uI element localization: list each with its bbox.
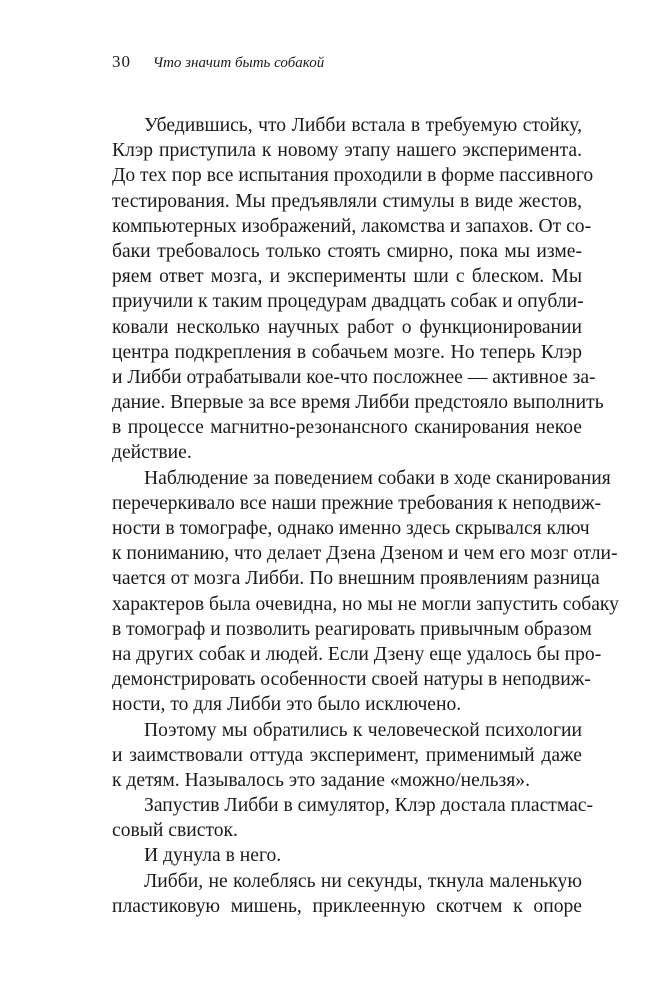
text-line: и Либби отрабатывали кое-что посложнее — активное за- [112, 366, 596, 388]
text-line: в процессе магнитно-резонансного сканирования некое [112, 417, 582, 439]
text-line: перечеркивало все наши прежние требования к неподвиж- [112, 492, 602, 514]
paragraph [112, 793, 594, 843]
text-line: Либби, не колеблясь ни секунды, ткнула маленькую [144, 870, 582, 892]
text-line: в томограф и позволить реагировать привычным образом [112, 618, 592, 640]
text-line: дание. Впервые за все время Либби предстояло выполнить [112, 392, 604, 414]
text-line: приучили к таким процедурам двадцать собак и опубли- [112, 291, 584, 313]
paragraph [112, 718, 582, 794]
text-line: Наблюдение за поведением собаки в ходе сканирования [144, 467, 611, 489]
paragraph [112, 466, 619, 718]
text-line: И дунула в него. [144, 845, 282, 867]
text-line: характеров была очевидна, но мы не могли запустить собаку [112, 593, 619, 615]
body-text [112, 113, 619, 919]
text-line: ряем ответ мозга, и эксперименты шли с блеском. Мы [112, 266, 582, 288]
text-line: Убедившись, что Либби встала в требуемую стойку, [144, 115, 582, 136]
text-line: центра подкрепления в собачьем мозге. Но теперь Клэр [112, 341, 582, 363]
text-line: пластиковую мишень, приклеенную скотчем к опоре [112, 895, 582, 917]
text-line: действие. [112, 442, 192, 464]
paragraph [112, 869, 582, 919]
page-number: 30 [112, 52, 131, 71]
running-title: Что значит быть собакой [152, 55, 325, 71]
text-line: баки требовалось только стоять смирно, пока мы изме- [112, 240, 582, 262]
text-line: тестирования. Мы предъявляли стимулы в виде жестов, [112, 190, 582, 212]
text-line: ности в томографе, однако именно здесь скрывался ключ [112, 518, 590, 539]
text-line: совый свисток. [112, 820, 238, 842]
text-line: До тех пор все испытания проходили в форме пассивного [112, 165, 594, 187]
running-header [112, 52, 324, 73]
text-line: компьютерных изображений, лакомства и запахов. От со- [112, 215, 592, 237]
text-line: к детям. Называлось это задание «можно/нельзя». [112, 769, 530, 791]
text-line: Поэтому мы обратились к человеческой психологии [144, 719, 582, 741]
text-line: Запустив Либби в симулятор, Клэр достала пластмас- [144, 795, 594, 817]
paragraph [112, 113, 604, 466]
text-line: Клэр приступила к новому этапу нашего эксперимента. [112, 140, 582, 162]
text-line: на других собак и людей. Если Дзену еще удалось бы про- [112, 643, 602, 665]
text-line: демонстрировать особенности своей натуры в неподвиж- [112, 669, 591, 691]
text-line: чается от мозга Либби. По внешним проявлениям разница [112, 568, 600, 590]
paragraph [112, 843, 582, 868]
text-line: к пониманию, что делает Дзена Дзеном и чем его мозг отли- [112, 543, 618, 565]
text-line: и заимствовали оттуда эксперимент, применимый даже [112, 744, 582, 766]
text-line: ности, то для Либби это было исключено. [112, 694, 462, 716]
text-line: ковали несколько научных работ о функционировании [112, 316, 582, 338]
